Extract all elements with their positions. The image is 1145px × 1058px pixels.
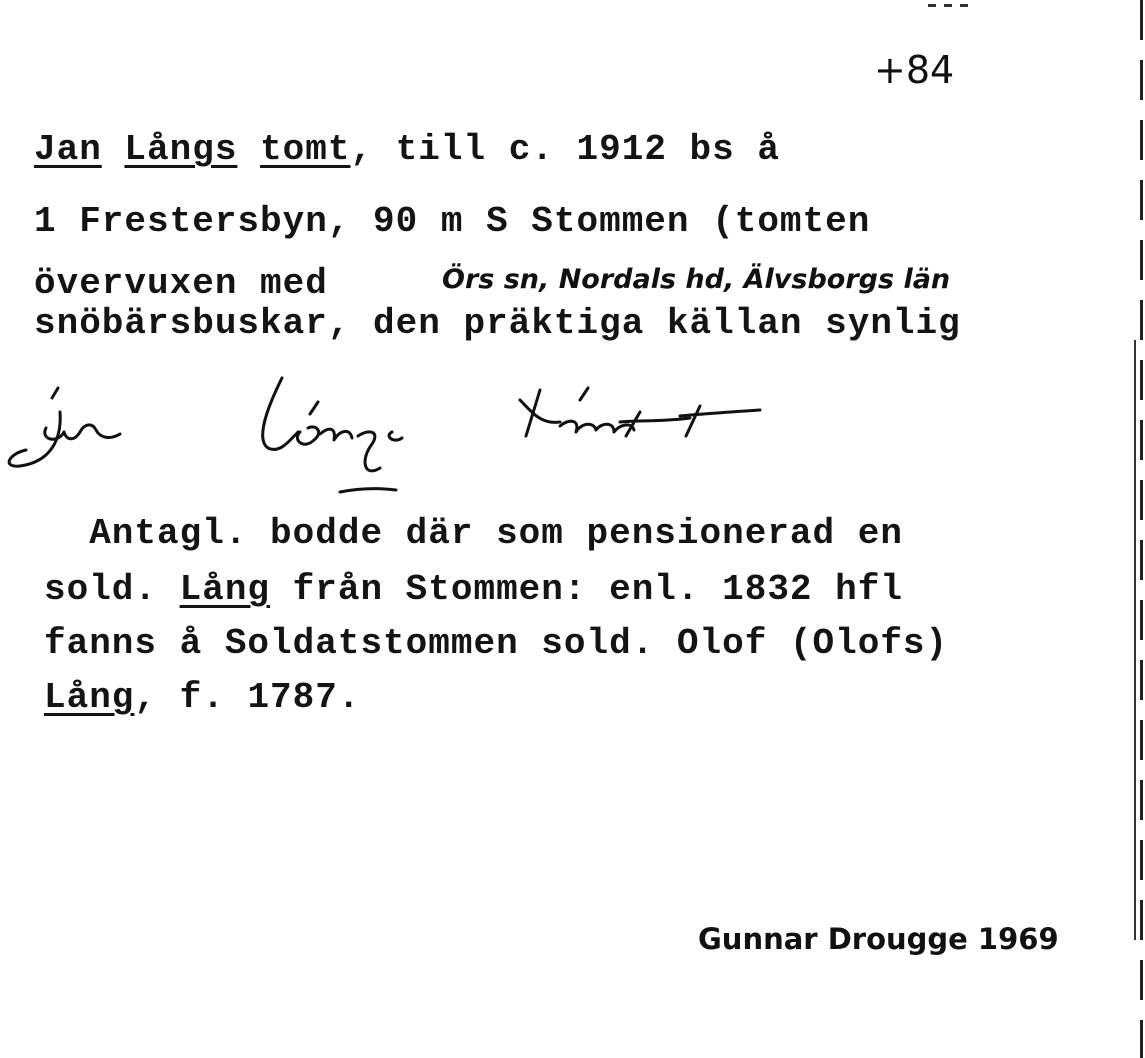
typed-line-2 — [34, 201, 871, 242]
typed-line-5 — [44, 513, 903, 554]
card-edge-line — [1134, 340, 1136, 940]
text-segment: snöbärsbuskar, den präktiga källan synlig — [34, 303, 961, 344]
card-right-edge — [1140, 0, 1143, 1058]
handwritten-pronunciation — [0, 370, 800, 500]
typed-line-1 — [34, 129, 780, 170]
underlined-word: Jan — [34, 129, 102, 170]
underlined-word: Lång — [179, 569, 271, 610]
text-segment: övervuxen med — [34, 263, 328, 304]
signature: Gunnar Drougge 1969 — [698, 922, 1059, 956]
underlined-word: Långs — [124, 129, 238, 170]
typed-line-3 — [34, 263, 328, 304]
text-segment: fanns å Soldatstommen sold. Olof (Olofs) — [44, 623, 949, 664]
typed-line-8 — [44, 677, 361, 718]
text-segment: Antagl. bodde där som pensionerad en — [44, 513, 903, 554]
text-segment — [102, 129, 125, 170]
text-segment — [237, 129, 260, 170]
text-segment: , till c. 1912 bs å — [350, 129, 780, 170]
text-segment: sold. — [44, 569, 180, 610]
page-number: +84 — [874, 48, 955, 92]
typed-line-7 — [44, 623, 949, 664]
underlined-word: Lång — [44, 677, 135, 718]
text-segment: , f. 1787. — [134, 677, 361, 718]
typed-line-4 — [34, 303, 961, 344]
place-stamp: Örs sn, Nordals hd, Älvsborgs län — [442, 264, 951, 295]
scan-edge-marks — [928, 4, 968, 7]
underlined-word: tomt — [260, 129, 351, 170]
text-segment: 1 Frestersbyn, 90 m S Stommen (tomten — [34, 201, 871, 242]
typed-line-6 — [44, 569, 903, 610]
text-segment: från Stommen: enl. 1832 hfl — [270, 569, 903, 610]
